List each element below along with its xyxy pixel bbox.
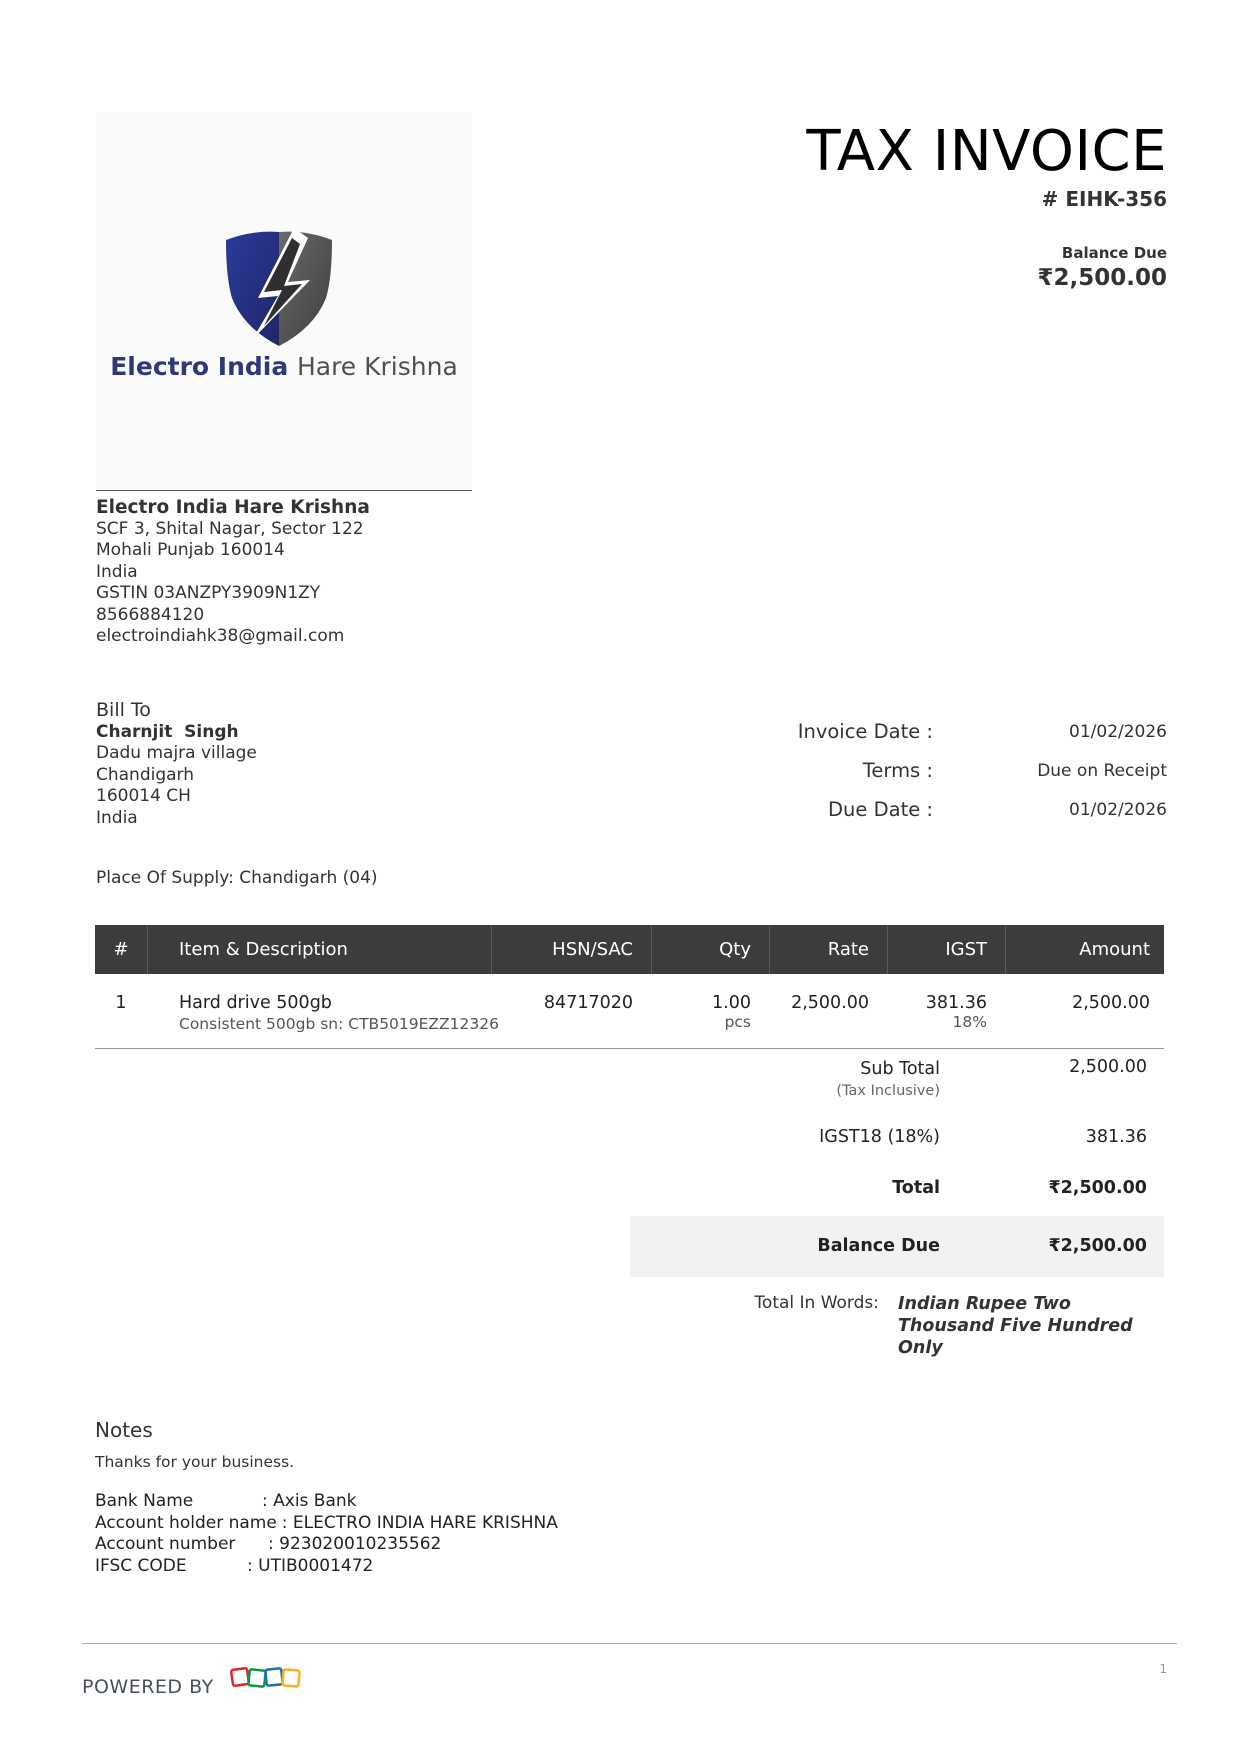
col-number: # (113, 939, 129, 960)
terms-label: Terms : (862, 759, 933, 782)
invoice-title: TAX INVOICE (806, 119, 1167, 184)
customer-address1: Dadu majra village (96, 743, 257, 763)
notes-text: Thanks for your business. (95, 1453, 295, 1471)
bank-row (95, 1491, 558, 1513)
powered-by-label: POWERED BY (82, 1676, 214, 1698)
col-hsn: HSN/SAC (552, 939, 633, 960)
place-of-supply: Place Of Supply: Chandigarh (04) (96, 868, 378, 888)
row-hsn: 84717020 (543, 993, 633, 1013)
total-in-words-value: Indian Rupee Two Thousand Five Hundred Only (898, 1294, 1133, 1358)
col-qty: Qty (719, 939, 751, 960)
col-item: Item & Description (179, 939, 348, 960)
igst-value: 381.36 (1085, 1127, 1147, 1147)
bank-key: Account holder name (95, 1512, 277, 1533)
company-gstin: GSTIN 03ANZPY3909N1ZY (96, 583, 321, 603)
invoice-date-label: Invoice Date : (797, 720, 933, 743)
igst-label: IGST18 (18%) (819, 1127, 940, 1147)
bank-value: : 923020010235562 (268, 1534, 442, 1554)
row-number: 1 (115, 993, 127, 1013)
bank-row (95, 1513, 558, 1535)
bank-row (95, 1556, 558, 1578)
terms-value: Due on Receipt (1037, 761, 1167, 781)
shield-bolt-icon (224, 228, 334, 348)
logo-divider (96, 490, 472, 491)
bank-key: IFSC CODE (95, 1555, 187, 1576)
logo-text-part2: Hare Krishna (296, 352, 458, 381)
bank-value: : UTIB0001472 (247, 1555, 374, 1576)
bank-row (95, 1534, 558, 1556)
row-item: Hard drive 500gb (179, 993, 332, 1013)
subtotal-label: Sub Total (860, 1059, 940, 1079)
subtotal-note: (Tax Inclusive) (836, 1083, 940, 1099)
due-date-label: Due Date : (828, 798, 933, 821)
row-igst-pct: 18% (952, 1013, 987, 1031)
total-value: ₹2,500.00 (1048, 1178, 1147, 1198)
bank-key: Bank Name (95, 1491, 194, 1511)
company-address2: Mohali Punjab 160014 (96, 540, 285, 560)
row-rate: 2,500.00 (791, 993, 869, 1013)
bank-value: : Axis Bank (262, 1491, 357, 1511)
due-date-value: 01/02/2026 (1069, 800, 1167, 820)
invoice-date-value: 01/02/2026 (1069, 722, 1167, 742)
company-country: India (96, 561, 138, 582)
bank-details (95, 1491, 558, 1577)
row-qty: 1.00 (712, 993, 751, 1013)
logo-wordmark (96, 352, 472, 381)
customer-country: India (96, 807, 138, 828)
logo-text-part1: Electro India (110, 352, 289, 381)
balance-due-label: Balance Due (1061, 244, 1167, 262)
company-address1: SCF 3, Shital Nagar, Sector 122 (96, 518, 364, 539)
subtotal-value: 2,500.00 (1069, 1057, 1147, 1077)
bill-to (96, 700, 257, 829)
col-igst: IGST (945, 939, 987, 960)
footer-divider (82, 1643, 1177, 1644)
col-rate: Rate (827, 939, 869, 960)
company-email: electroindiahk38@gmail.com (96, 626, 345, 646)
customer-address3: 160014 CH (96, 786, 191, 806)
balance-due-amount: ₹2,500.00 (1037, 265, 1167, 291)
bank-value: : ELECTRO INDIA HARE KRISHNA (281, 1512, 558, 1533)
total-label: Total (892, 1178, 940, 1198)
total-in-words-label: Total In Words: (754, 1293, 879, 1313)
zoho-logo-icon (230, 1664, 302, 1694)
bank-key: Account number (95, 1534, 236, 1554)
row-description: Consistent 500gb sn: CTB5019EZZ12326 (179, 1015, 499, 1033)
page-number: 1 (1159, 1662, 1167, 1676)
company-name: Electro India Hare Krishna (96, 497, 370, 518)
row-igst: 381.36 (925, 993, 987, 1013)
row-amount: 2,500.00 (1072, 993, 1150, 1013)
bill-to-heading: Bill To (96, 699, 151, 721)
items-divider (95, 1048, 1164, 1049)
invoice-number: # EIHK-356 (1041, 187, 1167, 211)
company-info (96, 497, 370, 648)
company-logo (96, 112, 472, 490)
customer-address2: Chandigarh (96, 764, 195, 785)
customer-name: Charnjit Singh (96, 721, 239, 742)
row-unit: pcs (724, 1013, 751, 1031)
balance-due-row-label: Balance Due (817, 1236, 940, 1256)
items-table-header (95, 925, 1164, 974)
col-amount: Amount (1079, 939, 1150, 960)
company-phone: 8566884120 (96, 604, 205, 625)
notes-heading: Notes (95, 1418, 153, 1442)
balance-due-row-value: ₹2,500.00 (1048, 1236, 1147, 1256)
